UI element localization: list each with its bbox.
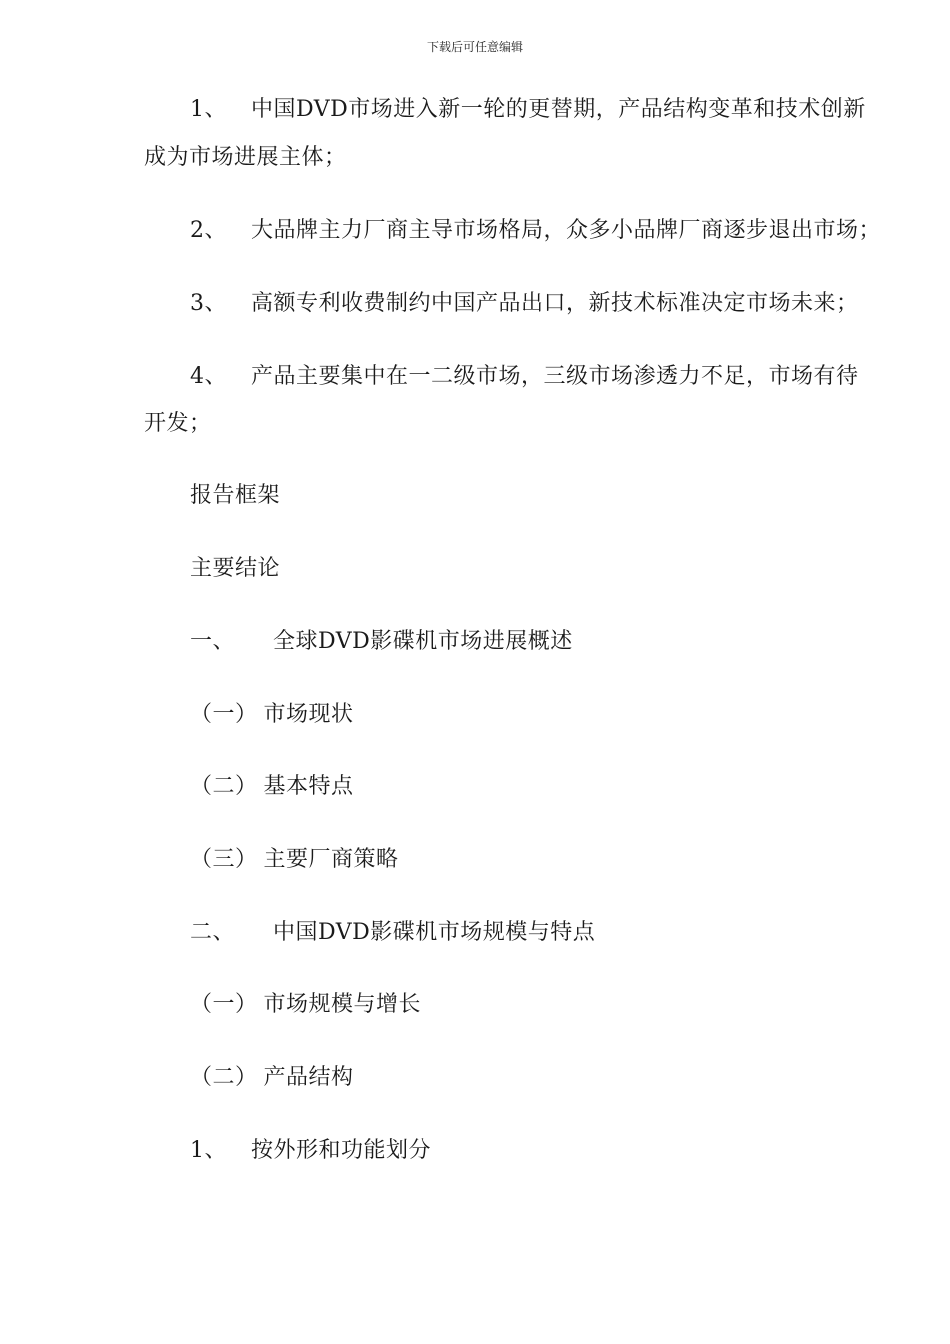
section-number: 二、 bbox=[190, 920, 236, 945]
item-text: 大品牌主力厂商主导市场格局，众多小品牌厂商逐步退出市场； bbox=[251, 218, 882, 243]
subsection-heading bbox=[190, 990, 421, 1020]
subsection-heading bbox=[190, 1063, 354, 1093]
page-header: 下载后可任意编辑 bbox=[426, 40, 523, 54]
item-number: 2、 bbox=[190, 218, 227, 243]
section-number: （一） bbox=[190, 702, 258, 727]
item-number: 1、 bbox=[190, 97, 227, 122]
list-item bbox=[190, 289, 859, 319]
section-number: （三） bbox=[190, 847, 258, 872]
section-number: （二） bbox=[190, 1065, 258, 1090]
subsection-heading bbox=[190, 772, 354, 802]
list-item bbox=[190, 362, 859, 392]
section-number: （二） bbox=[190, 774, 258, 799]
section-text: 基本特点 bbox=[263, 774, 354, 799]
item-continuation: 成为市场进展主体； bbox=[144, 145, 347, 170]
section-text: 主要厂商策略 bbox=[263, 847, 399, 872]
section-heading bbox=[190, 918, 595, 948]
item-text: 产品主要集中在一二级市场，三级市场渗透力不足，市场有待 bbox=[251, 364, 859, 389]
item-number: 1、 bbox=[190, 1138, 227, 1163]
subsection-heading bbox=[190, 845, 399, 875]
section-text: 市场规模与增长 bbox=[263, 992, 422, 1017]
section-text: 全球DVD影碟机市场进展概述 bbox=[273, 629, 573, 654]
section-text: 市场现状 bbox=[263, 702, 354, 727]
item-number: 3、 bbox=[190, 291, 227, 316]
section-number: （一） bbox=[190, 992, 258, 1017]
section-text: 产品结构 bbox=[263, 1065, 354, 1090]
item-number: 4、 bbox=[190, 364, 227, 389]
item-text: 按外形和功能划分 bbox=[251, 1138, 432, 1163]
section-heading bbox=[190, 627, 573, 657]
list-item bbox=[190, 1136, 431, 1166]
framework-title: 报告框架 bbox=[190, 483, 281, 508]
section-text: 中国DVD影碟机市场规模与特点 bbox=[273, 920, 596, 945]
conclusion-title: 主要结论 bbox=[190, 556, 281, 581]
list-item bbox=[190, 95, 866, 125]
subsection-heading bbox=[190, 700, 354, 730]
list-item bbox=[190, 216, 881, 246]
item-continuation: 开发； bbox=[144, 411, 212, 436]
item-text: 高额专利收费制约中国产品出口，新技术标准决定市场未来； bbox=[251, 291, 859, 316]
item-text: 中国DVD市场进入新一轮的更替期，产品结构变革和技术创新 bbox=[251, 97, 866, 122]
section-number: 一、 bbox=[190, 629, 236, 654]
